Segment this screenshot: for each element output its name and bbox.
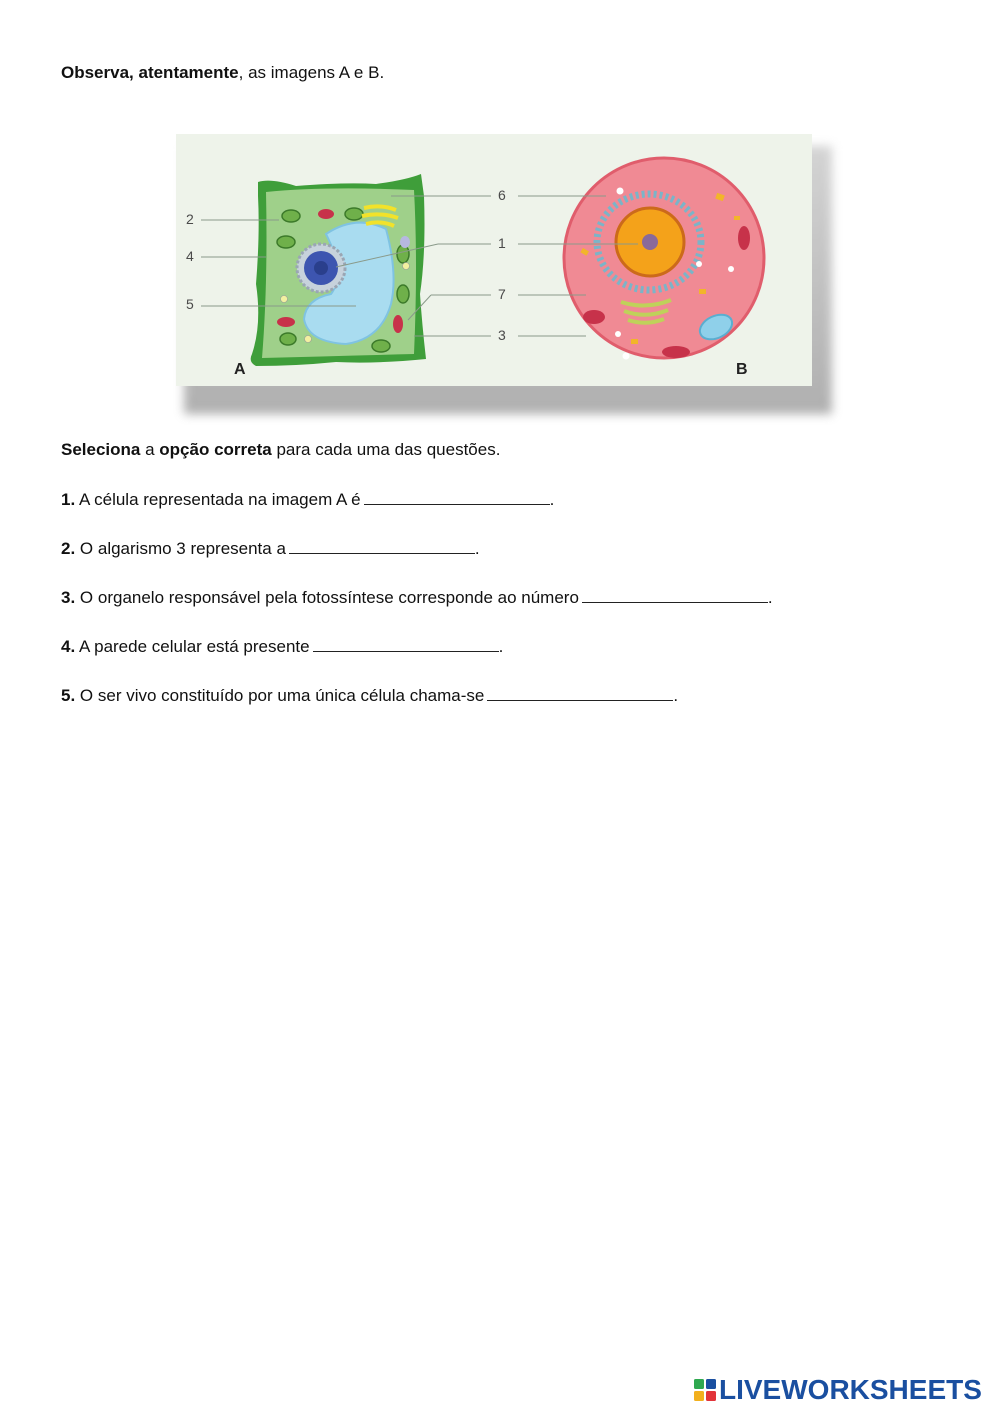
question-end: . (767, 588, 773, 607)
instruction-bold-1: Seleciona (61, 440, 141, 459)
label-7: 7 (498, 286, 506, 302)
answer-blank-1[interactable] (364, 489, 550, 505)
intro-bold: Observa, atentamente (61, 63, 239, 82)
chloroplast (282, 210, 300, 222)
question-2 (61, 538, 480, 560)
mitochondrion (318, 209, 334, 219)
chloroplast (397, 245, 409, 263)
mitochondrion (738, 226, 750, 250)
label-6: 6 (498, 187, 506, 203)
answer-blank-5[interactable] (487, 685, 673, 701)
answer-blank-3[interactable] (582, 587, 768, 603)
cell-figure (176, 134, 832, 418)
liveworksheets-brand-text: LIVEWORKSHEETS (719, 1374, 982, 1405)
cell-diagram (176, 134, 812, 386)
question-number: 5. (61, 686, 76, 705)
question-end: . (498, 637, 504, 656)
question-number: 4. (61, 637, 76, 656)
question-text: O organelo responsável pela fotossíntese corresponde ao número (79, 588, 579, 607)
intro-text (61, 62, 384, 84)
question-1 (61, 489, 554, 511)
nucleolus (314, 261, 328, 275)
question-4 (61, 636, 503, 658)
question-end: . (474, 539, 480, 558)
plant-cell (251, 174, 426, 366)
liveworksheets-logo-icon (693, 1378, 717, 1402)
chloroplast (372, 340, 390, 352)
label-4: 4 (186, 248, 194, 264)
mitochondrion (662, 346, 690, 358)
mitochondrion (583, 310, 605, 324)
instruction-text-2: para cada uma das questões. (271, 440, 501, 459)
label-1: 1 (498, 235, 506, 251)
intro-rest: , as imagens A e B. (238, 63, 385, 82)
liveworksheets-logo (693, 1374, 982, 1406)
question-end: . (549, 490, 555, 509)
label-3: 3 (498, 327, 506, 343)
label-5: 5 (186, 296, 194, 312)
label-2: 2 (186, 211, 194, 227)
question-text: A parede celular está presente (78, 637, 310, 656)
mitochondrion (277, 317, 295, 327)
mitochondrion (393, 315, 403, 333)
question-end: . (673, 686, 679, 705)
chloroplast (280, 333, 296, 345)
question-number: 1. (61, 490, 76, 509)
animal-cell (564, 158, 764, 360)
instruction-text-1: a (140, 440, 160, 459)
question-number: 2. (61, 539, 76, 558)
animal-nucleolus (642, 234, 658, 250)
question-5 (61, 685, 678, 707)
chloroplast (345, 208, 363, 220)
chloroplast (397, 285, 409, 303)
chloroplast (277, 236, 295, 248)
answer-blank-2[interactable] (289, 538, 475, 554)
cell-a-label: A (234, 361, 246, 378)
cell-b-label: B (736, 361, 748, 378)
instruction-bold-2: opção correta (159, 440, 272, 459)
answer-blank-4[interactable] (313, 636, 499, 652)
question-3 (61, 587, 773, 609)
question-text: O algarismo 3 representa a (79, 539, 286, 558)
question-text: O ser vivo constituído por uma única célula chama-se (79, 686, 485, 705)
question-text: A célula representada na imagem A é (78, 490, 361, 509)
question-number: 3. (61, 588, 76, 607)
instruction-text (61, 439, 500, 461)
